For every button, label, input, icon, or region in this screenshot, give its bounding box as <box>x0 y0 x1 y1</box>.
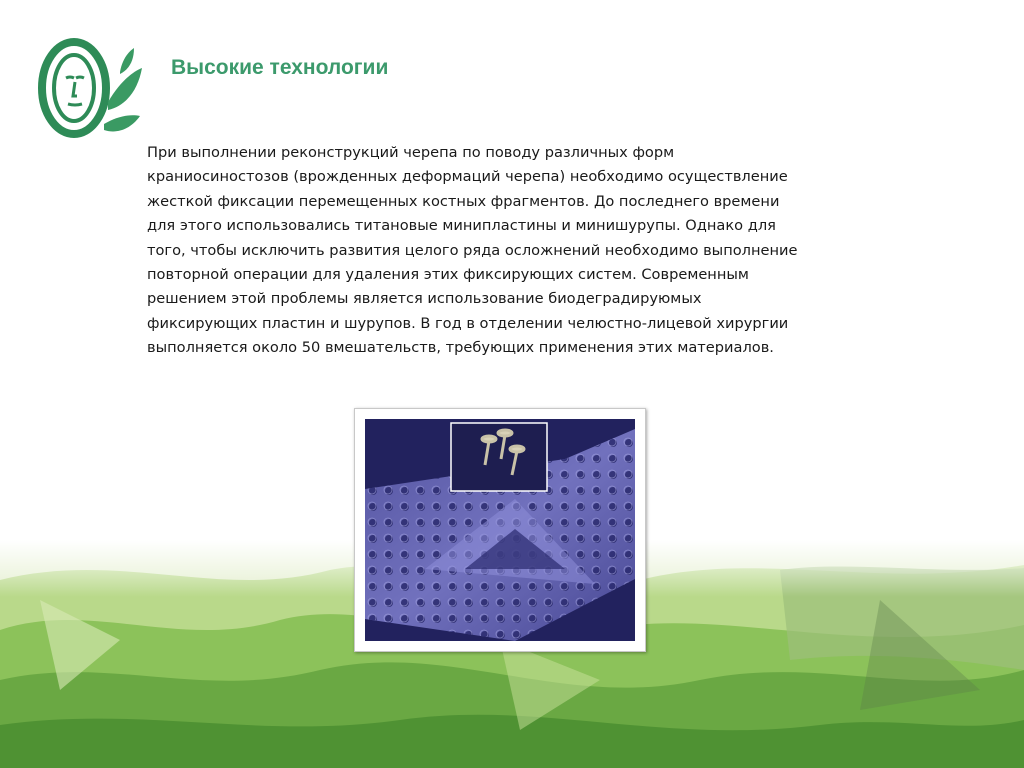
slide-body-text: При выполнении реконструкций черепа по поводу различных форм краниосиностозов (врожденных деформаций черепа) необходимо осуществление жесткой фиксации перемещенных костных фрагментов. До последнего времени для этого использовались титановые минипластины и минишурупы. Однако для того, чтобы исключить развития целого ряда осложнений необходимо выполнение повторной операции для удаления этих фиксирующих систем. Современным решением этой проблемы является использование биодеградируюмых фиксирующих пластин и шурупов. В год в отделении челюстно-лицевой хирургии выполняется около 50 вмешательств, требующих применения этих материалов. <box>147 144 798 357</box>
photo-frame <box>354 408 646 652</box>
face-leaf-logo-icon <box>30 32 148 142</box>
fixation-plate-photo <box>365 419 635 641</box>
slide-title: Высокие технологии <box>171 56 389 79</box>
